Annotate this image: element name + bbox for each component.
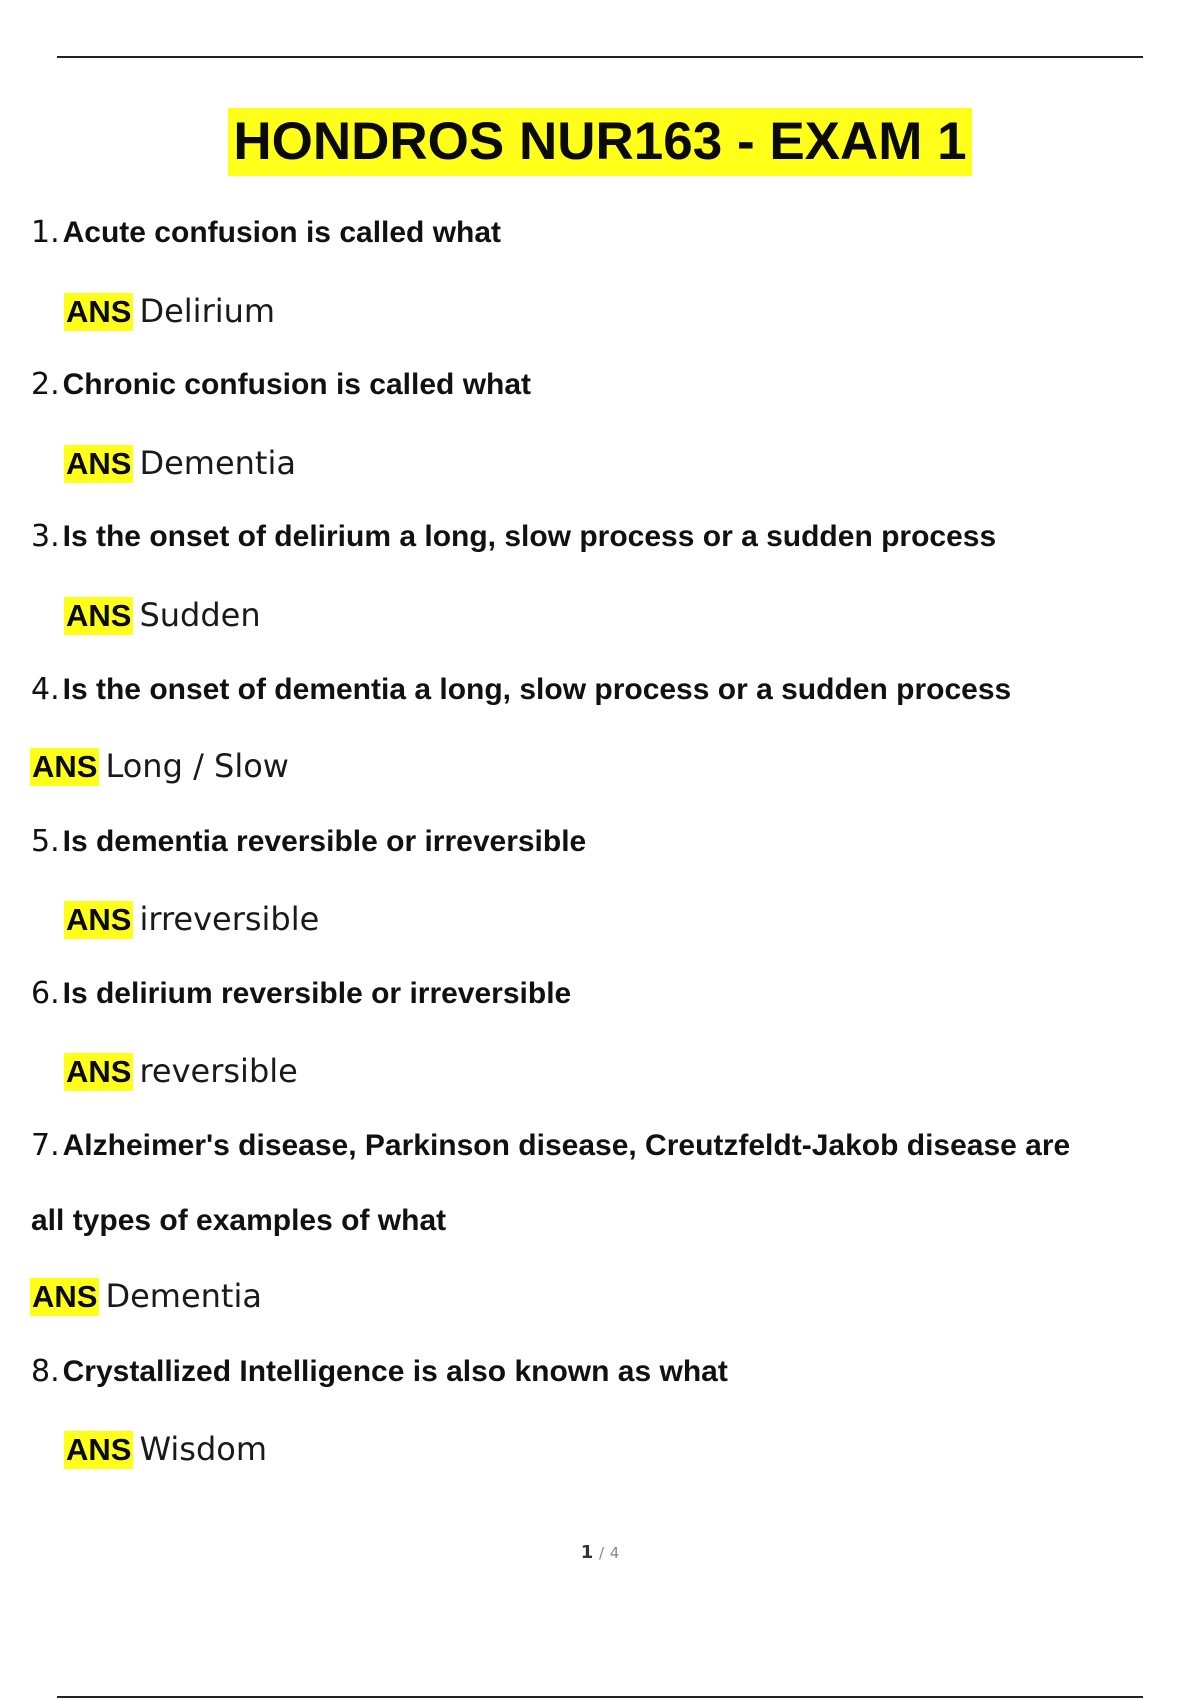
question-text: Acute confusion is called what (62, 216, 502, 249)
page-indicator (0, 1542, 1200, 1563)
question-number: 3. (31, 519, 60, 554)
answer-text: reversible (139, 1052, 298, 1090)
answer-text: Sudden (139, 596, 261, 634)
question-8 (31, 1352, 728, 1392)
answer-6 (64, 1050, 298, 1092)
answer-text: Long / Slow (105, 747, 289, 785)
answer-8 (64, 1428, 267, 1470)
question-4 (31, 670, 1011, 710)
page-total: 4 (609, 1544, 620, 1562)
question-5 (31, 822, 586, 862)
answer-text: Wisdom (139, 1430, 268, 1468)
question-text: Is the onset of delirium a long, slow process or a sudden process (62, 520, 997, 553)
question-text: Is the onset of dementia a long, slow process or a sudden process (62, 673, 1012, 706)
answer-text: irreversible (139, 900, 320, 938)
answer-tag: ANS (66, 1432, 132, 1467)
question-7 (31, 1126, 1070, 1166)
document-title: HONDROS NUR163 - EXAM 1 (228, 108, 971, 176)
question-2 (31, 365, 531, 405)
question-text: Chronic confusion is called what (62, 368, 532, 401)
question-number: 8. (31, 1354, 60, 1389)
page-separator: / (598, 1544, 605, 1562)
answer-1 (64, 290, 275, 332)
answer-4 (30, 745, 289, 787)
question-3 (31, 517, 996, 557)
answer-2 (64, 442, 296, 484)
question-7-continued (31, 1201, 446, 1241)
answer-tag: ANS (66, 902, 132, 937)
question-text: Is delirium reversible or irreversible (62, 977, 572, 1010)
answer-7 (30, 1275, 262, 1317)
answer-text: Dementia (105, 1277, 262, 1315)
answer-text: Delirium (139, 292, 276, 330)
top-rule (57, 56, 1143, 58)
answer-3 (64, 594, 261, 636)
question-text: Crystallized Intelligence is also known as what (62, 1355, 728, 1388)
answer-tag: ANS (32, 1279, 98, 1314)
answer-tag: ANS (66, 598, 132, 633)
question-text-continued: all types of examples of what (31, 1204, 447, 1237)
page-current: 1 (580, 1542, 594, 1563)
question-number: 2. (31, 367, 60, 402)
question-1 (31, 213, 501, 253)
question-text: Is dementia reversible or irreversible (62, 825, 587, 858)
question-number: 4. (31, 672, 60, 707)
question-6 (31, 974, 571, 1014)
question-number: 5. (31, 824, 60, 859)
bottom-rule (57, 1696, 1143, 1698)
answer-tag: ANS (66, 294, 132, 329)
answer-tag: ANS (32, 749, 98, 784)
answer-5 (64, 898, 319, 940)
answer-text: Dementia (139, 444, 296, 482)
question-number: 7. (31, 1128, 60, 1163)
question-text: Alzheimer's disease, Parkinson disease, Creutzfeldt-Jakob disease are (62, 1129, 1071, 1162)
answer-tag: ANS (66, 1054, 132, 1089)
question-number: 6. (31, 976, 60, 1011)
question-number: 1. (31, 215, 60, 250)
title-container (0, 108, 1200, 176)
answer-tag: ANS (66, 446, 132, 481)
